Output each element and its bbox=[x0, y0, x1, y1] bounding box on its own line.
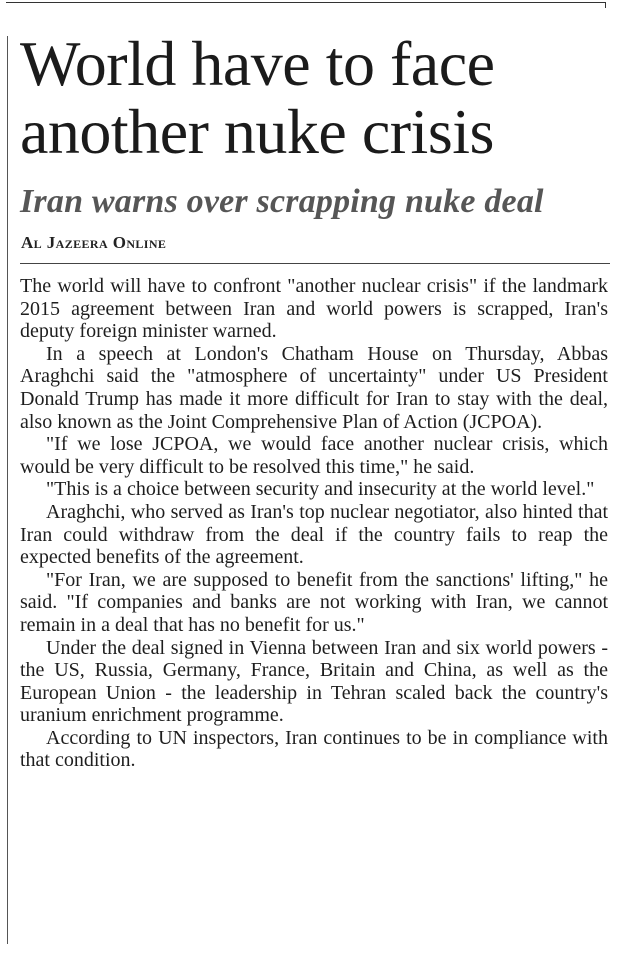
paragraph: Under the deal signed in Vienna between Iran and six world powers - the US, Russia, Germany, France, Britain and China, as well as the European Union - the leadership in Tehran scaled back the country's uranium enrichment programme. bbox=[20, 636, 608, 727]
paragraph: "This is a choice between security and insecurity at the world level." bbox=[46, 478, 595, 501]
paragraph: "If we lose JCPOA, we would face another nuclear crisis, which would be very difficult to be resolved this time," he said. bbox=[20, 433, 608, 478]
paragraph: According to UN inspectors, Iran continues to be in compliance with that condition. bbox=[20, 726, 608, 772]
headline-line-1: World have to face bbox=[20, 28, 495, 99]
left-column-rule bbox=[7, 36, 8, 944]
byline-rule bbox=[20, 263, 610, 264]
byline: Al Jazeera Online bbox=[21, 233, 167, 252]
top-rule-tick bbox=[605, 2, 606, 8]
top-rule bbox=[6, 2, 606, 3]
paragraph: "For Iran, we are supposed to benefit from the sanctions' lifting," he said. "If companies and banks are not working with Iran, we cannot remain in a deal that has no benefit for us." bbox=[20, 568, 608, 636]
paragraph: In a speech at London's Chatham House on Thursday, Abbas Araghchi said the "atmosphere of uncertainty" under US President Donald Trump has made it more difficult for Iran to stay with the deal, also known as the Joint Comprehensive Plan of Action (JCPOA). bbox=[20, 342, 608, 433]
article-body bbox=[20, 275, 608, 772]
paragraph: The world will have to confront "another nuclear crisis" if the landmark 2015 agreement between Iran and world powers is scrapped, Iran's deputy foreign minister warned. bbox=[20, 275, 608, 343]
headline-line-2: another nuke crisis bbox=[20, 96, 494, 167]
headline bbox=[20, 30, 620, 166]
paragraph: Araghchi, who served as Iran's top nuclear negotiator, also hinted that Iran could withdraw from the deal if the country fails to reap the expected benefits of the agreement. bbox=[20, 500, 608, 569]
subheadline: Iran warns over scrapping nuke deal bbox=[20, 183, 544, 220]
